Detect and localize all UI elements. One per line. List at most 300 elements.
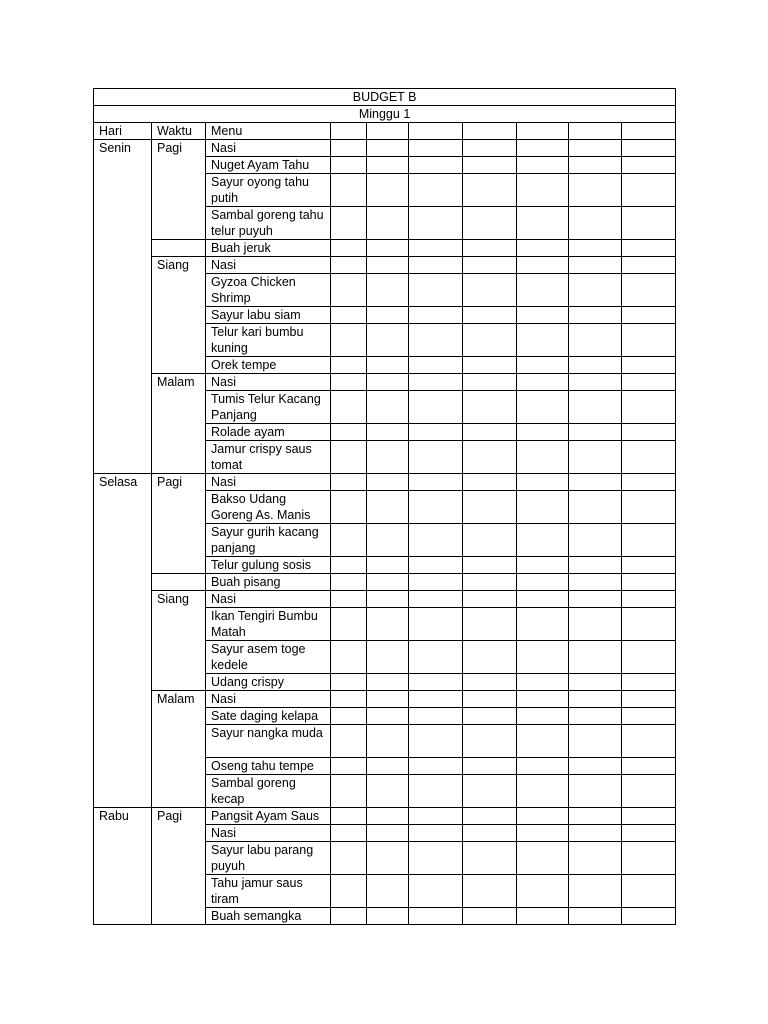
- time-cell: [152, 708, 206, 725]
- day-cell: [94, 674, 152, 691]
- empty-cell: [622, 808, 676, 825]
- empty-cell: [463, 875, 517, 908]
- day-cell: [94, 207, 152, 240]
- day-cell: [94, 157, 152, 174]
- table-row: [94, 908, 676, 925]
- empty-cell: [622, 557, 676, 574]
- empty-cell: [367, 674, 409, 691]
- empty-cell: [569, 691, 622, 708]
- empty-cell: [569, 357, 622, 374]
- empty-cell: [409, 875, 463, 908]
- table-row: [94, 374, 676, 391]
- empty-cell: [569, 257, 622, 274]
- empty-cell: [367, 207, 409, 240]
- empty-cell: [622, 257, 676, 274]
- menu-cell: Orek tempe: [206, 357, 331, 374]
- table-title: BUDGET B: [94, 89, 676, 106]
- empty-cell: [517, 307, 569, 324]
- table-row: [94, 391, 676, 424]
- empty-cell: [331, 374, 367, 391]
- table-row: [94, 257, 676, 274]
- empty-cell: [367, 257, 409, 274]
- empty-cell: [409, 424, 463, 441]
- menu-cell: Nasi: [206, 374, 331, 391]
- empty-cell: [517, 207, 569, 240]
- time-cell: [152, 674, 206, 691]
- empty-cell: [367, 491, 409, 524]
- empty-cell: [409, 808, 463, 825]
- empty-cell: [622, 240, 676, 257]
- table-row: [94, 775, 676, 808]
- empty-cell: [622, 357, 676, 374]
- empty-cell: [569, 591, 622, 608]
- empty-cell: [517, 825, 569, 842]
- empty-cell: [331, 808, 367, 825]
- menu-cell: Telur kari bumbu kuning: [206, 324, 331, 357]
- time-cell: [152, 391, 206, 424]
- empty-cell: [463, 641, 517, 674]
- empty-cell: [622, 274, 676, 307]
- empty-cell: [517, 240, 569, 257]
- empty-cell: [409, 775, 463, 808]
- empty-cell: [622, 324, 676, 357]
- time-cell: [152, 424, 206, 441]
- time-cell: Malam: [152, 374, 206, 391]
- empty-cell: [517, 123, 569, 140]
- empty-cell: [331, 608, 367, 641]
- menu-cell: Jamur crispy saus tomat: [206, 441, 331, 474]
- empty-cell: [463, 140, 517, 157]
- empty-cell: [517, 274, 569, 307]
- empty-cell: [409, 374, 463, 391]
- time-cell: Pagi: [152, 140, 206, 157]
- time-cell: [152, 557, 206, 574]
- empty-cell: [463, 441, 517, 474]
- table-row: [94, 491, 676, 524]
- day-cell: Selasa: [94, 474, 152, 491]
- table-row: [94, 641, 676, 674]
- empty-cell: [331, 491, 367, 524]
- empty-cell: [622, 491, 676, 524]
- empty-cell: [463, 307, 517, 324]
- empty-cell: [569, 324, 622, 357]
- time-cell: [152, 491, 206, 524]
- empty-cell: [622, 775, 676, 808]
- empty-cell: [569, 674, 622, 691]
- empty-cell: [331, 875, 367, 908]
- time-cell: Malam: [152, 691, 206, 708]
- empty-cell: [463, 758, 517, 775]
- empty-cell: [569, 708, 622, 725]
- menu-cell: Nasi: [206, 257, 331, 274]
- empty-cell: [331, 574, 367, 591]
- empty-cell: [622, 725, 676, 758]
- empty-cell: [569, 842, 622, 875]
- empty-cell: [569, 474, 622, 491]
- day-cell: [94, 424, 152, 441]
- empty-cell: [331, 591, 367, 608]
- empty-cell: [517, 257, 569, 274]
- empty-cell: [463, 691, 517, 708]
- empty-cell: [517, 842, 569, 875]
- day-cell: [94, 641, 152, 674]
- empty-cell: [331, 725, 367, 758]
- empty-cell: [517, 775, 569, 808]
- empty-cell: [331, 424, 367, 441]
- table-row: [94, 574, 676, 591]
- empty-cell: [367, 123, 409, 140]
- empty-cell: [367, 908, 409, 925]
- empty-cell: [331, 257, 367, 274]
- time-cell: [152, 825, 206, 842]
- time-cell: [152, 274, 206, 307]
- empty-cell: [569, 641, 622, 674]
- empty-cell: [409, 441, 463, 474]
- empty-cell: [409, 123, 463, 140]
- empty-cell: [463, 257, 517, 274]
- empty-cell: [367, 825, 409, 842]
- empty-cell: [331, 708, 367, 725]
- empty-cell: [517, 725, 569, 758]
- table-row: [94, 274, 676, 307]
- empty-cell: [367, 424, 409, 441]
- empty-cell: [409, 842, 463, 875]
- empty-cell: [367, 842, 409, 875]
- empty-cell: [517, 808, 569, 825]
- empty-cell: [463, 157, 517, 174]
- time-cell: [152, 441, 206, 474]
- empty-cell: [569, 775, 622, 808]
- menu-cell: Sambal goreng kecap: [206, 775, 331, 808]
- empty-cell: [331, 307, 367, 324]
- empty-cell: [463, 842, 517, 875]
- empty-cell: [463, 608, 517, 641]
- time-cell: [152, 240, 206, 257]
- empty-cell: [622, 875, 676, 908]
- menu-cell: Sayur nangka muda: [206, 725, 331, 758]
- empty-cell: [517, 441, 569, 474]
- empty-cell: [569, 274, 622, 307]
- table-row: [94, 725, 676, 758]
- empty-cell: [331, 691, 367, 708]
- menu-cell: Udang crispy: [206, 674, 331, 691]
- empty-cell: [517, 591, 569, 608]
- empty-cell: [517, 391, 569, 424]
- empty-cell: [463, 674, 517, 691]
- menu-cell: Buah semangka: [206, 908, 331, 925]
- table-row: [94, 307, 676, 324]
- empty-cell: [463, 174, 517, 207]
- empty-cell: [409, 174, 463, 207]
- empty-cell: [517, 424, 569, 441]
- day-cell: [94, 491, 152, 524]
- empty-cell: [463, 491, 517, 524]
- empty-cell: [569, 441, 622, 474]
- empty-cell: [569, 875, 622, 908]
- empty-cell: [569, 758, 622, 775]
- empty-cell: [409, 257, 463, 274]
- menu-cell: Gyzoa Chicken Shrimp: [206, 274, 331, 307]
- empty-cell: [517, 374, 569, 391]
- empty-cell: [409, 357, 463, 374]
- header-day: Hari: [94, 123, 152, 140]
- day-cell: [94, 441, 152, 474]
- empty-cell: [409, 557, 463, 574]
- empty-cell: [463, 391, 517, 424]
- table-row: [94, 808, 676, 825]
- empty-cell: [463, 708, 517, 725]
- table-row: [94, 758, 676, 775]
- table-row: [94, 825, 676, 842]
- empty-cell: [409, 591, 463, 608]
- empty-cell: [463, 424, 517, 441]
- menu-cell: Nasi: [206, 591, 331, 608]
- time-cell: [152, 641, 206, 674]
- empty-cell: [517, 491, 569, 524]
- day-cell: [94, 324, 152, 357]
- empty-cell: [517, 557, 569, 574]
- menu-cell: Ikan Tengiri Bumbu Matah: [206, 608, 331, 641]
- menu-cell: Rolade ayam: [206, 424, 331, 441]
- menu-cell: Sayur labu parang puyuh: [206, 842, 331, 875]
- table-row: [94, 357, 676, 374]
- menu-cell: Nasi: [206, 825, 331, 842]
- day-cell: [94, 557, 152, 574]
- empty-cell: [367, 758, 409, 775]
- empty-cell: [622, 691, 676, 708]
- menu-cell: Sayur oyong tahu putih: [206, 174, 331, 207]
- empty-cell: [622, 641, 676, 674]
- menu-cell: Sayur asem toge kedele: [206, 641, 331, 674]
- empty-cell: [409, 574, 463, 591]
- time-cell: [152, 307, 206, 324]
- table-row: [94, 207, 676, 240]
- empty-cell: [331, 207, 367, 240]
- menu-cell: Nuget Ayam Tahu: [206, 157, 331, 174]
- empty-cell: [517, 674, 569, 691]
- empty-cell: [331, 274, 367, 307]
- table-row: [94, 324, 676, 357]
- empty-cell: [367, 140, 409, 157]
- empty-cell: [409, 140, 463, 157]
- empty-cell: [463, 240, 517, 257]
- empty-cell: [463, 274, 517, 307]
- empty-cell: [367, 691, 409, 708]
- empty-cell: [569, 608, 622, 641]
- empty-cell: [463, 357, 517, 374]
- empty-cell: [569, 908, 622, 925]
- empty-cell: [517, 324, 569, 357]
- empty-cell: [331, 775, 367, 808]
- empty-cell: [367, 875, 409, 908]
- table-row: [94, 708, 676, 725]
- empty-cell: [367, 474, 409, 491]
- empty-cell: [367, 324, 409, 357]
- empty-cell: [622, 908, 676, 925]
- table-row: [94, 875, 676, 908]
- empty-cell: [622, 441, 676, 474]
- empty-cell: [409, 825, 463, 842]
- menu-cell: Pangsit Ayam Saus: [206, 808, 331, 825]
- empty-cell: [569, 307, 622, 324]
- day-cell: [94, 758, 152, 775]
- empty-cell: [622, 825, 676, 842]
- time-cell: [152, 174, 206, 207]
- empty-cell: [367, 157, 409, 174]
- empty-cell: [331, 674, 367, 691]
- empty-cell: [463, 908, 517, 925]
- empty-cell: [463, 123, 517, 140]
- empty-cell: [463, 474, 517, 491]
- empty-cell: [331, 324, 367, 357]
- empty-cell: [622, 674, 676, 691]
- table-row: [94, 691, 676, 708]
- time-cell: [152, 875, 206, 908]
- time-cell: Siang: [152, 257, 206, 274]
- empty-cell: [463, 825, 517, 842]
- time-cell: [152, 357, 206, 374]
- empty-cell: [622, 174, 676, 207]
- menu-cell: Telur gulung sosis: [206, 557, 331, 574]
- empty-cell: [331, 825, 367, 842]
- time-cell: [152, 725, 206, 758]
- empty-cell: [409, 908, 463, 925]
- time-cell: [152, 324, 206, 357]
- table-row: [94, 524, 676, 557]
- empty-cell: [517, 157, 569, 174]
- empty-cell: [569, 123, 622, 140]
- table-row: [94, 240, 676, 257]
- day-cell: [94, 240, 152, 257]
- time-cell: [152, 842, 206, 875]
- empty-cell: [569, 574, 622, 591]
- empty-cell: [569, 374, 622, 391]
- time-cell: Pagi: [152, 474, 206, 491]
- time-cell: [152, 758, 206, 775]
- day-cell: [94, 307, 152, 324]
- menu-cell: Nasi: [206, 474, 331, 491]
- empty-cell: [622, 140, 676, 157]
- time-cell: [152, 775, 206, 808]
- empty-cell: [569, 524, 622, 557]
- time-cell: [152, 207, 206, 240]
- empty-cell: [331, 641, 367, 674]
- day-cell: Senin: [94, 140, 152, 157]
- empty-cell: [569, 174, 622, 207]
- empty-cell: [331, 758, 367, 775]
- empty-cell: [367, 775, 409, 808]
- empty-cell: [622, 307, 676, 324]
- empty-cell: [569, 557, 622, 574]
- empty-cell: [331, 391, 367, 424]
- week-label: Minggu 1: [94, 106, 676, 123]
- time-cell: [152, 608, 206, 641]
- day-cell: [94, 524, 152, 557]
- menu-cell: Buah jeruk: [206, 240, 331, 257]
- time-cell: Siang: [152, 591, 206, 608]
- table-row: [94, 424, 676, 441]
- empty-cell: [409, 641, 463, 674]
- empty-cell: [331, 524, 367, 557]
- empty-cell: [331, 157, 367, 174]
- table-row: [94, 842, 676, 875]
- menu-budget-table: [93, 88, 676, 925]
- empty-cell: [569, 391, 622, 424]
- empty-cell: [331, 842, 367, 875]
- empty-cell: [622, 207, 676, 240]
- menu-cell: Buah pisang: [206, 574, 331, 591]
- empty-cell: [517, 357, 569, 374]
- empty-cell: [622, 708, 676, 725]
- empty-cell: [367, 557, 409, 574]
- empty-cell: [517, 908, 569, 925]
- empty-cell: [569, 157, 622, 174]
- empty-cell: [409, 474, 463, 491]
- empty-cell: [367, 374, 409, 391]
- empty-cell: [463, 808, 517, 825]
- empty-cell: [622, 474, 676, 491]
- empty-cell: [367, 240, 409, 257]
- empty-cell: [409, 708, 463, 725]
- table-row: [94, 157, 676, 174]
- empty-cell: [517, 691, 569, 708]
- empty-cell: [569, 725, 622, 758]
- empty-cell: [367, 808, 409, 825]
- empty-cell: [463, 374, 517, 391]
- menu-cell: Tahu jamur saus tiram: [206, 875, 331, 908]
- empty-cell: [517, 524, 569, 557]
- empty-cell: [367, 307, 409, 324]
- menu-cell: Bakso Udang Goreng As. Manis: [206, 491, 331, 524]
- table-row: [94, 441, 676, 474]
- empty-cell: [622, 608, 676, 641]
- empty-cell: [463, 775, 517, 808]
- empty-cell: [517, 174, 569, 207]
- time-cell: [152, 524, 206, 557]
- menu-cell: Tumis Telur Kacang Panjang: [206, 391, 331, 424]
- empty-cell: [517, 140, 569, 157]
- empty-cell: [463, 591, 517, 608]
- day-cell: [94, 257, 152, 274]
- day-cell: [94, 574, 152, 591]
- table-row: [94, 140, 676, 157]
- empty-cell: [367, 391, 409, 424]
- table-row: [94, 591, 676, 608]
- day-cell: [94, 374, 152, 391]
- menu-cell: Nasi: [206, 691, 331, 708]
- empty-cell: [463, 207, 517, 240]
- day-cell: [94, 725, 152, 758]
- day-cell: [94, 708, 152, 725]
- table-row: [94, 674, 676, 691]
- day-cell: [94, 391, 152, 424]
- time-cell: [152, 574, 206, 591]
- empty-cell: [569, 240, 622, 257]
- empty-cell: [409, 691, 463, 708]
- day-cell: [94, 842, 152, 875]
- empty-cell: [517, 474, 569, 491]
- empty-cell: [409, 157, 463, 174]
- empty-cell: [409, 307, 463, 324]
- empty-cell: [409, 207, 463, 240]
- empty-cell: [517, 641, 569, 674]
- empty-cell: [622, 391, 676, 424]
- empty-cell: [367, 608, 409, 641]
- empty-cell: [331, 140, 367, 157]
- empty-cell: [409, 608, 463, 641]
- menu-cell: Oseng tahu tempe: [206, 758, 331, 775]
- table-row: [94, 608, 676, 641]
